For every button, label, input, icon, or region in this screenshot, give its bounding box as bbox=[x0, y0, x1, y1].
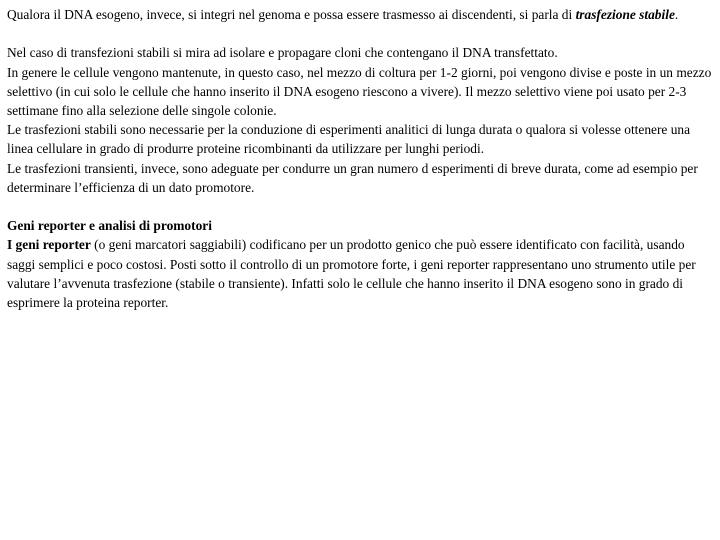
intro-text: Qualora il DNA esogeno, invece, si integri nel genoma e possa essere trasmesso ai discendenti, si parla di bbox=[7, 7, 576, 22]
body-paragraph: Le trasfezioni stabili sono necessarie per la conduzione di esperimenti analitici di lunga durata o qualora si volesse ottenere una linea cellulare in grado di produrre proteine ricombinanti da utilizzare per lunghi periodi. bbox=[7, 122, 691, 157]
body-paragraph: Le trasfezioni transienti, invece, sono adeguate per condurre un gran numero d esperimenti di breve durata, come ad esempio per determinare l’efficienza di un dato promotore. bbox=[7, 160, 698, 195]
section-text: (o geni marcatori saggiabili) codificano per un prodotto genico che può essere identificato con facilità, usando saggi semplici e poco costosi. Posti sotto il controllo di un promotore forte, i geni reporter rappresentano uno strumento utile per valutare l’avvenuta trasfezione (stabile o transiente). Infatti solo le cellule che hanno inserito il DNA esogeno sono in grado di esprimere la proteina reporter. bbox=[7, 237, 696, 311]
section-paragraph bbox=[7, 235, 713, 312]
paragraph-spacer bbox=[7, 24, 713, 43]
intro-period: . bbox=[674, 7, 679, 22]
stable-transfection-term: trasfezione stabile bbox=[575, 7, 675, 22]
body-paragraph: Nel caso di transfezioni stabili si mira ad isolare e propagare cloni che contengano il DNA transfettato. bbox=[7, 45, 558, 61]
intro-paragraph bbox=[7, 5, 713, 24]
paragraph-spacer bbox=[7, 197, 713, 216]
body-paragraph: In genere le cellule vengono mantenute, in questo caso, nel mezzo di coltura per 1-2 giorni, poi vengono divise e poste in un mezzo selettivo (in cui solo le cellule che hanno inserito il DNA esogeno riescono a vivere). Il mezzo selettivo viene poi usato per 2-3 settimane fino alla selezione delle singole colonie. bbox=[7, 64, 712, 118]
document-page bbox=[7, 5, 713, 312]
reporter-genes-term: I geni reporter bbox=[7, 237, 91, 253]
section-heading: Geni reporter e analisi di promotori bbox=[7, 218, 212, 234]
